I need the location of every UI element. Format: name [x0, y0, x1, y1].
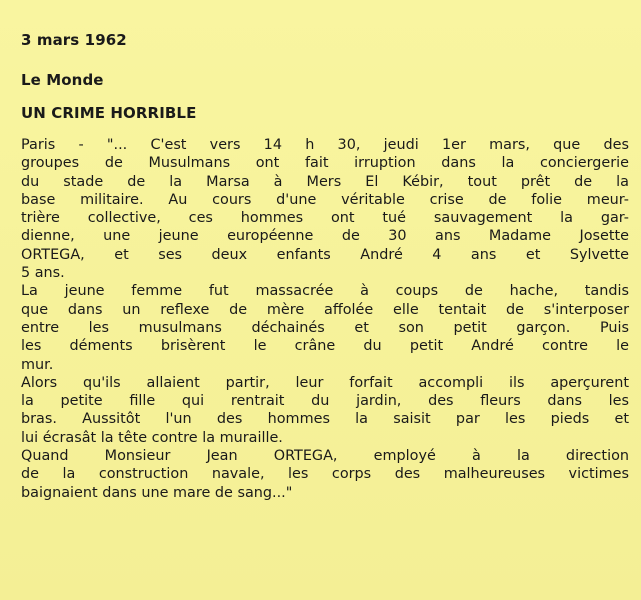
article-line: ORTEGA, et ses deux enfants André 4 ans et Sylvette [21, 246, 629, 263]
article-line: de la construction navale, les corps des malheureuses victimes [21, 466, 629, 483]
article-line: La jeune femme fut massacrée à coups de hache, tandis [21, 283, 629, 300]
article-line: du stade de la Marsa à Mers El Kébir, tout prêt de la [21, 173, 629, 190]
article-line: groupes de Musulmans ont fait irruption dans la conciergerie [21, 155, 629, 172]
article-line: Quand Monsieur Jean ORTEGA, employé à la direction [21, 448, 629, 465]
article-line: base militaire. Au cours d'une véritable crise de folie meur- [21, 191, 629, 208]
article-headline: UN CRIME HORRIBLE [21, 104, 197, 122]
article-line: Alors qu'ils allaient partir, leur forfait accompli ils aperçurent [21, 374, 629, 391]
article-date: 3 mars 1962 [21, 31, 127, 49]
article-line: que dans un reflexe de mère affolée elle tentait de s'interposer [21, 301, 629, 318]
article-body [21, 136, 629, 502]
article-line: baignaient dans une mare de sang..." [21, 484, 293, 501]
article-line: Paris - "... C'est vers 14 h 30, jeudi 1er mars, que des [21, 137, 629, 153]
newspaper-name: Le Monde [21, 71, 104, 89]
article-line: les déments brisèrent le crâne du petit André contre le [21, 338, 629, 355]
article-line: lui écrasât la tête contre la muraille. [21, 429, 283, 446]
article-line: la petite fille qui rentrait du jardin, des fleurs dans les [21, 393, 629, 410]
article-line: 5 ans. [21, 265, 65, 282]
article-line: dienne, une jeune européenne de 30 ans Madame Josette [21, 228, 629, 245]
article-line: entre les musulmans déchainés et son petit garçon. Puis [21, 319, 629, 336]
article-line: trière collective, ces hommes ont tué sauvagement la gar- [21, 210, 629, 227]
article-line: mur. [21, 356, 54, 373]
article-line: bras. Aussitôt l'un des hommes la saisit par les pieds et [21, 411, 629, 428]
